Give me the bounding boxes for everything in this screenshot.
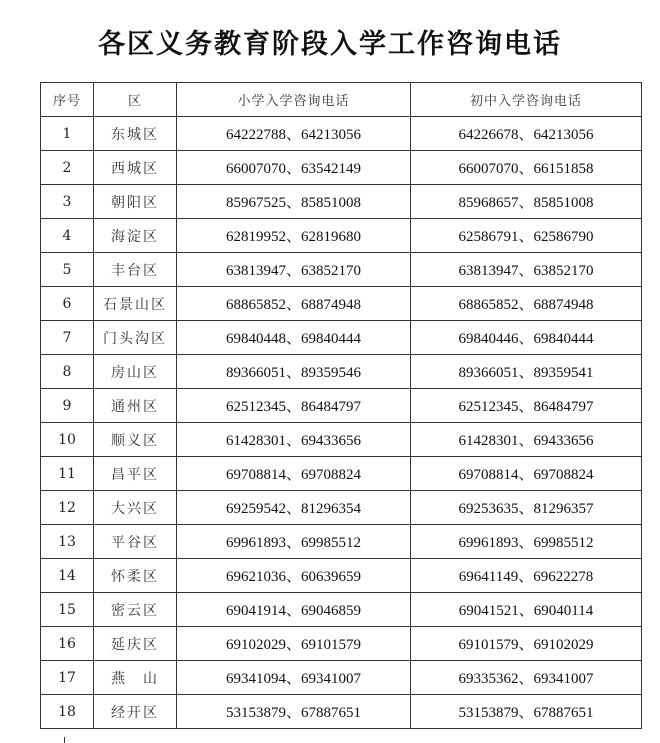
table-row — [41, 117, 642, 151]
row-district-cell: 昌平区 — [94, 457, 177, 491]
row-primary-phone-cell: 69840448、69840444 — [177, 321, 411, 355]
row-district-cell: 朝阳区 — [94, 185, 177, 219]
table-row — [41, 593, 642, 627]
row-index-cell: 3 — [41, 185, 94, 219]
row-junior-phone-cell: 61428301、69433656 — [411, 423, 642, 457]
row-primary-phone-cell: 69961893、69985512 — [177, 525, 411, 559]
row-index-cell: 2 — [41, 151, 94, 185]
header-primary-phone: 小学入学咨询电话 — [177, 83, 411, 117]
row-district-cell: 平谷区 — [94, 525, 177, 559]
table-row — [41, 627, 642, 661]
row-primary-phone-cell: 69102029、69101579 — [177, 627, 411, 661]
row-primary-phone-cell: 53153879、67887651 — [177, 695, 411, 729]
table-body — [41, 117, 642, 729]
table-header-row — [41, 83, 642, 117]
table-row — [41, 185, 642, 219]
row-district-cell: 海淀区 — [94, 219, 177, 253]
row-index-cell: 15 — [41, 593, 94, 627]
table-row — [41, 389, 642, 423]
row-district-cell: 延庆区 — [94, 627, 177, 661]
row-district-cell: 密云区 — [94, 593, 177, 627]
row-district-cell: 燕 山 — [94, 661, 177, 695]
row-junior-phone-cell: 69101579、69102029 — [411, 627, 642, 661]
row-junior-phone-cell: 69253635、81296357 — [411, 491, 642, 525]
row-index-cell: 5 — [41, 253, 94, 287]
table-row — [41, 525, 642, 559]
row-primary-phone-cell: 89366051、89359546 — [177, 355, 411, 389]
row-index-cell: 16 — [41, 627, 94, 661]
row-district-cell: 西城区 — [94, 151, 177, 185]
row-junior-phone-cell: 89366051、89359541 — [411, 355, 642, 389]
row-primary-phone-cell: 69259542、81296354 — [177, 491, 411, 525]
row-junior-phone-cell: 53153879、67887651 — [411, 695, 642, 729]
row-junior-phone-cell: 63813947、63852170 — [411, 253, 642, 287]
row-index-cell: 11 — [41, 457, 94, 491]
row-district-cell: 石景山区 — [94, 287, 177, 321]
page-title: 各区义务教育阶段入学工作咨询电话 — [98, 29, 562, 60]
table-row — [41, 559, 642, 593]
page-edge-mark — [64, 737, 65, 743]
row-junior-phone-cell: 62586791、62586790 — [411, 219, 642, 253]
row-district-cell: 丰台区 — [94, 253, 177, 287]
header-district: 区 — [94, 83, 177, 117]
row-primary-phone-cell: 61428301、69433656 — [177, 423, 411, 457]
row-index-cell: 14 — [41, 559, 94, 593]
row-junior-phone-cell: 69041521、69040114 — [411, 593, 642, 627]
row-index-cell: 7 — [41, 321, 94, 355]
row-junior-phone-cell: 68865852、68874948 — [411, 287, 642, 321]
row-district-cell: 顺义区 — [94, 423, 177, 457]
table-row — [41, 423, 642, 457]
row-index-cell: 17 — [41, 661, 94, 695]
row-primary-phone-cell: 69621036、60639659 — [177, 559, 411, 593]
row-primary-phone-cell: 68865852、68874948 — [177, 287, 411, 321]
row-junior-phone-cell: 85968657、85851008 — [411, 185, 642, 219]
table-row — [41, 151, 642, 185]
table-row — [41, 457, 642, 491]
header-junior-phone: 初中入学咨询电话 — [411, 83, 642, 117]
row-district-cell: 通州区 — [94, 389, 177, 423]
row-junior-phone-cell: 66007070、66151858 — [411, 151, 642, 185]
row-index-cell: 8 — [41, 355, 94, 389]
row-junior-phone-cell: 64226678、64213056 — [411, 117, 642, 151]
row-district-cell: 经开区 — [94, 695, 177, 729]
row-index-cell: 1 — [41, 117, 94, 151]
row-district-cell: 房山区 — [94, 355, 177, 389]
row-primary-phone-cell: 69041914、69046859 — [177, 593, 411, 627]
row-junior-phone-cell: 69641149、69622278 — [411, 559, 642, 593]
table-row — [41, 253, 642, 287]
header-index: 序号 — [41, 83, 94, 117]
table-row — [41, 287, 642, 321]
row-junior-phone-cell: 69840446、69840444 — [411, 321, 642, 355]
row-primary-phone-cell: 62819952、62819680 — [177, 219, 411, 253]
row-junior-phone-cell: 69335362、69341007 — [411, 661, 642, 695]
row-junior-phone-cell: 62512345、86484797 — [411, 389, 642, 423]
row-primary-phone-cell: 85967525、85851008 — [177, 185, 411, 219]
row-index-cell: 9 — [41, 389, 94, 423]
row-primary-phone-cell: 69708814、69708824 — [177, 457, 411, 491]
row-index-cell: 4 — [41, 219, 94, 253]
row-district-cell: 东城区 — [94, 117, 177, 151]
table-row — [41, 695, 642, 729]
row-primary-phone-cell: 63813947、63852170 — [177, 253, 411, 287]
table-row — [41, 661, 642, 695]
row-index-cell: 10 — [41, 423, 94, 457]
row-index-cell: 13 — [41, 525, 94, 559]
row-primary-phone-cell: 62512345、86484797 — [177, 389, 411, 423]
row-primary-phone-cell: 69341094、69341007 — [177, 661, 411, 695]
row-primary-phone-cell: 66007070、63542149 — [177, 151, 411, 185]
table-row — [41, 355, 642, 389]
row-index-cell: 18 — [41, 695, 94, 729]
table-row — [41, 491, 642, 525]
row-district-cell: 怀柔区 — [94, 559, 177, 593]
row-index-cell: 6 — [41, 287, 94, 321]
row-primary-phone-cell: 64222788、64213056 — [177, 117, 411, 151]
row-index-cell: 12 — [41, 491, 94, 525]
table-row — [41, 219, 642, 253]
row-junior-phone-cell: 69961893、69985512 — [411, 525, 642, 559]
row-junior-phone-cell: 69708814、69708824 — [411, 457, 642, 491]
consultation-phone-table — [40, 82, 642, 729]
row-district-cell: 大兴区 — [94, 491, 177, 525]
row-district-cell: 门头沟区 — [94, 321, 177, 355]
table-row — [41, 321, 642, 355]
